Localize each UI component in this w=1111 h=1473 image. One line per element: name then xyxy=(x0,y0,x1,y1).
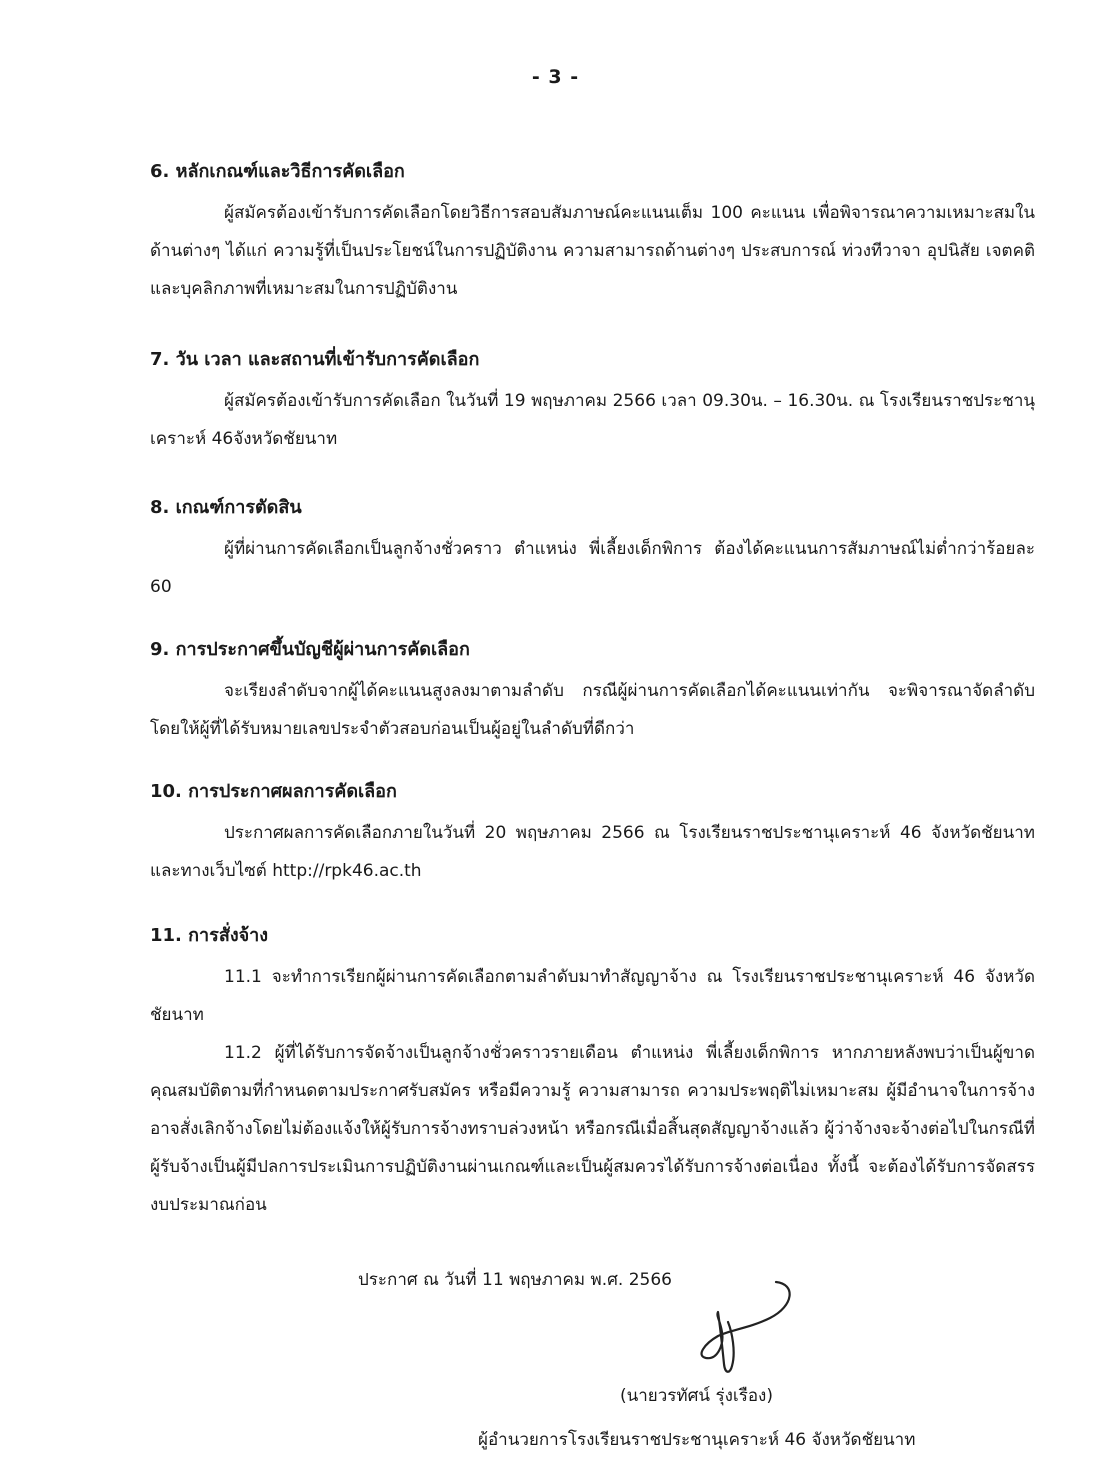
section-9 xyxy=(150,638,1035,748)
section-paragraph: ประกาศผลการคัดเลือกภายในวันที่ 20 พฤษภาคม 2566 ณ โรงเรียนราชประชานุเคราะห์ 46 จังหวัดชัยนาท และทางเว็บไซต์ http://rpk46.ac.th xyxy=(150,823,1035,881)
section-heading: 7. วัน เวลา และสถานที่เข้ารับการคัดเลือก xyxy=(150,349,480,370)
section-6 xyxy=(150,160,1035,308)
section-11 xyxy=(150,924,1035,1224)
section-paragraph: ผู้สมัครต้องเข้ารับการคัดเลือก ในวันที่ 19 พฤษภาคม 2566 เวลา 09.30น. – 16.30น. ณ โรงเรียนราชประชานุเคราะห์ 46จังหวัดชัยนาท xyxy=(150,391,1035,449)
signer-position: ผู้อำนวยการโรงเรียนราชประชานุเคราะห์ 46 จังหวัดชัยนาท xyxy=(478,1430,916,1450)
section-8 xyxy=(150,496,1035,606)
section-heading: 9. การประกาศขึ้นบัญชีผู้ผ่านการคัดเลือก xyxy=(150,639,470,660)
announcement-date: ประกาศ ณ วันที่ 11 พฤษภาคม พ.ศ. 2566 xyxy=(358,1270,672,1290)
section-paragraph: ผู้สมัครต้องเข้ารับการคัดเลือกโดยวิธีการสอบสัมภาษณ์คะแนนเต็ม 100 คะแนน เพื่อพิจารณาความเหมาะสมในด้านต่างๆ ได้แก่ ความรู้ที่เป็นประโยชน์ในการปฏิบัติงาน ความสามารถด้านต่างๆ ประสบการณ์ ท่วงทีวาจา อุปนิสัย เจตคติและบุคลิกภาพที่เหมาะสมในการปฏิบัติงาน xyxy=(150,203,1035,299)
section-paragraph: ผู้ที่ผ่านการคัดเลือกเป็นลูกจ้างชั่วคราว ตำแหน่ง พี่เลี้ยงเด็กพิการ ต้องได้คะแนนการสัมภาษณ์ไม่ต่ำกว่าร้อยละ 60 xyxy=(150,539,1035,597)
section-paragraph: 11.1 จะทำการเรียกผู้ผ่านการคัดเลือกตามลำดับมาทำสัญญาจ้าง ณ โรงเรียนราชประชานุเคราะห์ 46 จังหวัดชัยนาท xyxy=(150,967,1035,1025)
section-paragraph: 11.2 ผู้ที่ได้รับการจัดจ้างเป็นลูกจ้างชั่วคราวรายเดือน ตำแหน่ง พี่เลี้ยงเด็กพิการ หากภายหลังพบว่าเป็นผู้ขาดคุณสมบัติตามที่กำหนดตามประกาศรับสมัคร หรือมีความรู้ ความสามารถ ความประพฤติไม่เหมาะสม ผู้มีอำนาจในการจ้าง อาจสั่งเลิกจ้างโดยไม่ต้องแจ้งให้ผู้รับการจ้างทราบล่วงหน้า หรือกรณีเมื่อสิ้นสุดสัญญาจ้างแล้ว ผู้ว่าจ้างจะจ้างต่อไปในกรณีที่ผู้รับจ้างเป็นผู้มีปลการประเมินการปฏิบัติงานผ่านเกณฑ์และเป็นผู้สมควรได้รับการจ้างต่อเนื่อง ทั้งนี้ จะต้องได้รับการจัดสรรงบประมาณก่อน xyxy=(150,1043,1035,1215)
section-7 xyxy=(150,348,1035,458)
section-heading: 6. หลักเกณฑ์และวิธีการคัดเลือก xyxy=(150,161,405,182)
section-10 xyxy=(150,780,1035,890)
section-heading: 10. การประกาศผลการคัดเลือก xyxy=(150,781,397,802)
section-paragraph: จะเรียงลำดับจากผู้ได้คะแนนสูงลงมาตามลำดับ กรณีผู้ผ่านการคัดเลือกได้คะแนนเท่ากัน จะพิจารณาจัดลำดับโดยให้ผู้ที่ได้รับหมายเลขประจำตัวสอบก่อนเป็นผู้อยู่ในลำดับที่ดีกว่า xyxy=(150,681,1035,739)
page-number: - 3 - xyxy=(531,66,580,88)
signer-name: (นายวรทัศน์ รุ่งเรือง) xyxy=(620,1386,773,1406)
section-heading: 8. เกณฑ์การตัดสิน xyxy=(150,497,302,518)
handwritten-signature xyxy=(678,1270,808,1380)
section-heading: 11. การสั่งจ้าง xyxy=(150,925,269,946)
